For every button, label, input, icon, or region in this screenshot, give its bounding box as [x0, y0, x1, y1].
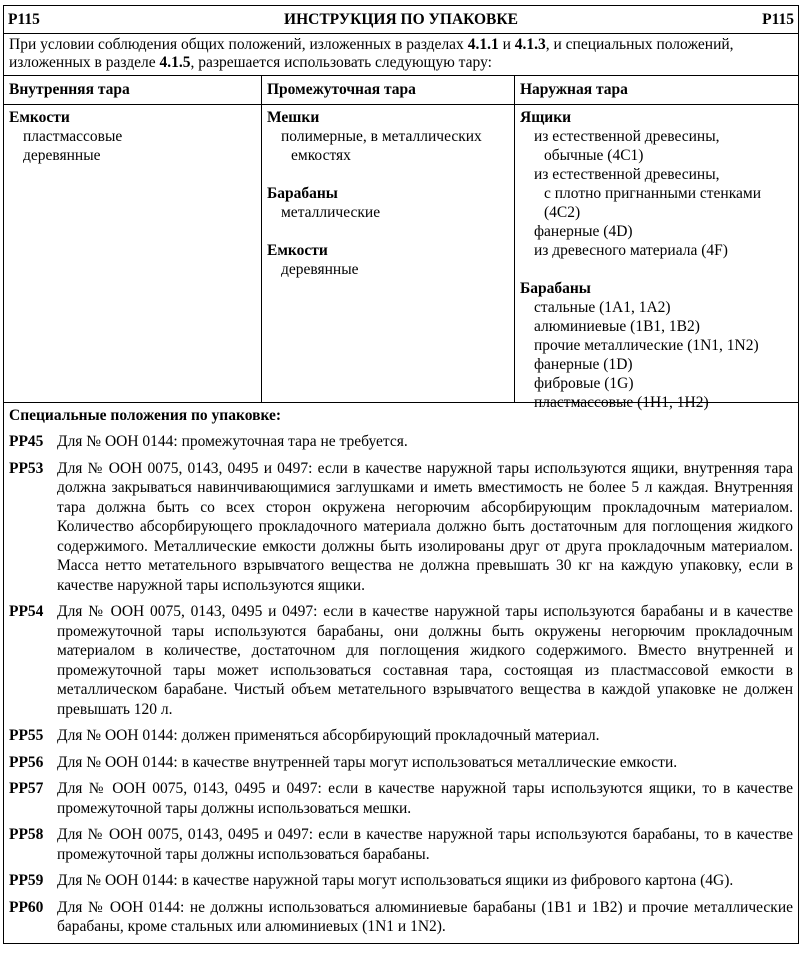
provision-code: PP53 [9, 459, 44, 477]
inner-packaging-column [4, 76, 262, 402]
list-item: полимерные, в металлических [281, 128, 482, 145]
intro-ref-3: 4.1.5 [159, 54, 191, 71]
packaging-columns [4, 76, 798, 411]
provision-text: Для № ООН 0144: промежуточная тара не требуется. [57, 433, 408, 450]
provision-code: PP59 [9, 872, 44, 889]
outer-packaging-header: Наружная тара [515, 76, 798, 105]
special-provisions [4, 402, 798, 943]
list-item-continuation: с плотно пригнанными стенками [544, 185, 761, 202]
provision-row [9, 871, 793, 891]
outer-packaging-column [515, 76, 798, 411]
provision-code: PP60 [9, 898, 44, 916]
list-item: деревянные [23, 147, 101, 164]
group-title: Мешки [267, 109, 320, 126]
group-title: Емкости [267, 242, 328, 259]
group-title: Барабаны [267, 185, 338, 202]
intro-text-1: При условии соблюдения общих положений, изложенных в разделах [9, 36, 468, 53]
list-item: из естественной древесины, [534, 166, 720, 183]
title-row [4, 6, 798, 34]
outer-packaging-cell [515, 105, 798, 411]
packing-instruction-table [3, 5, 799, 944]
provision-code: PP57 [9, 780, 44, 797]
intro-text-4: , разрешается использовать следующую тару: [190, 54, 492, 71]
provision-code: PP45 [9, 433, 44, 450]
provision-text: Для № ООН 0075, 0143, 0495 и 0497: если в качестве наружной тары используются барабаны и в качестве промежуточной тары используются барабаны, они должны быть окружены негорючим прокладочным материалом в количестве, достаточном для поглощения жидкого содержимого. Вместо внутренней и промежуточной тары может использоваться составная тара, состоящая из пластмассовой емкости в металлическом барабане. Чистый объем метательного взрывчатого вещества в каждой упаковке не должен превышать 120 л. [57, 603, 793, 718]
provision-code: PP56 [9, 753, 44, 771]
provision-code: PP54 [9, 603, 44, 620]
provision-row [9, 825, 793, 864]
list-item-continuation: обычные (4С1) [544, 147, 644, 164]
group-title: Емкости [9, 109, 70, 126]
list-item-continuation: (4С2) [544, 204, 581, 221]
list-item: фибровые (1G) [534, 375, 634, 392]
list-item: пластмассовые (1H1, 1H2) [534, 394, 709, 411]
list-item: из древесного материала (4F) [534, 242, 728, 259]
list-item-continuation: емкостях [291, 147, 351, 164]
provision-row [9, 602, 793, 719]
instruction-code-left: P115 [8, 10, 40, 28]
list-item: стальные (1A1, 1A2) [534, 299, 671, 316]
intro-text-2: и [498, 36, 515, 53]
list-item: прочие металлические (1N1, 1N2) [534, 337, 759, 354]
provision-row [9, 898, 793, 937]
provision-row [9, 779, 793, 818]
provision-text: Для № ООН 0075, 0143, 0495 и 0497: если в качестве наружной тары используются ящики, то в качестве промежуточной тары должны использоваться мешки. [57, 780, 793, 817]
group-title: Барабаны [520, 280, 591, 297]
inner-packaging-header: Внутренняя тара [4, 76, 261, 105]
special-provisions-title: Специальные положения по упаковке: [9, 407, 282, 424]
provision-row [9, 459, 793, 596]
intro-paragraph [4, 34, 798, 76]
instruction-title: ИНСТРУКЦИЯ ПО УПАКОВКЕ [284, 10, 518, 28]
inner-packaging-cell [4, 105, 261, 402]
instruction-code-right: P115 [762, 10, 794, 28]
provision-text: Для № ООН 0075, 0143, 0495 и 0497: если в качестве наружной тары используются ящики, внутренняя тара должна закрываться навинчивающимися заглушками и иметь вместимость не более 5 л каждая. Внутренняя тара должна быть со всех сторон окружена негорючим абсорбирующим прокладочным материалом. Количество абсорбирующего прокладочного материала должно быть достаточным для поглощения жидкого содержимого. Металлические емкости должны быть изолированы друг от друга прокладочным материалом. Масса нетто метательного взрывчатого вещества не должна превышать 30 кг на каждую упаковку, если в качестве наружной тары используются ящики. [57, 459, 793, 594]
list-item: деревянные [281, 261, 359, 278]
provision-text: Для № ООН 0144: в качестве внутренней тары могут использоваться металлические емкости. [57, 753, 678, 771]
provision-row [9, 432, 793, 452]
provision-row [9, 753, 793, 773]
provision-text: Для № ООН 0144: должен применяться абсорбирующий прокладочный материал. [57, 727, 600, 744]
provision-text: Для № ООН 0144: в качестве наружной тары могут использоваться ящики из фибрового картона (4G). [57, 872, 734, 889]
intro-ref-2: 4.1.3 [514, 36, 546, 53]
provision-text: Для № ООН 0075, 0143, 0495 и 0497: если в качестве наружной тары используются барабаны, то в качестве промежуточной тары должны использоваться барабаны. [57, 826, 793, 863]
intro-text-3: , и специальных положений, изложенных в разделе [9, 36, 734, 71]
list-item: пластмассовые [23, 128, 123, 145]
list-item: металлические [281, 204, 381, 221]
provision-code: PP55 [9, 727, 44, 744]
list-item: фанерные (4D) [534, 223, 633, 240]
list-item: фанерные (1D) [534, 356, 633, 373]
list-item: алюминиевые (1B1, 1B2) [534, 318, 700, 335]
provision-row [9, 726, 793, 746]
intermediate-packaging-cell [262, 105, 514, 402]
intermediate-packaging-header: Промежуточная тара [262, 76, 514, 105]
group-title: Ящики [520, 109, 572, 126]
provision-text: Для № ООН 0144: не должны использоваться алюминиевые барабаны (1B1 и 1B2) и прочие металлические барабаны, кроме стальных или алюминиевых (1N1 и 1N2). [57, 898, 793, 935]
provision-code: PP58 [9, 826, 44, 843]
intro-ref-1: 4.1.1 [467, 36, 499, 53]
intermediate-packaging-column [262, 76, 515, 402]
list-item: из естественной древесины, [534, 128, 720, 145]
